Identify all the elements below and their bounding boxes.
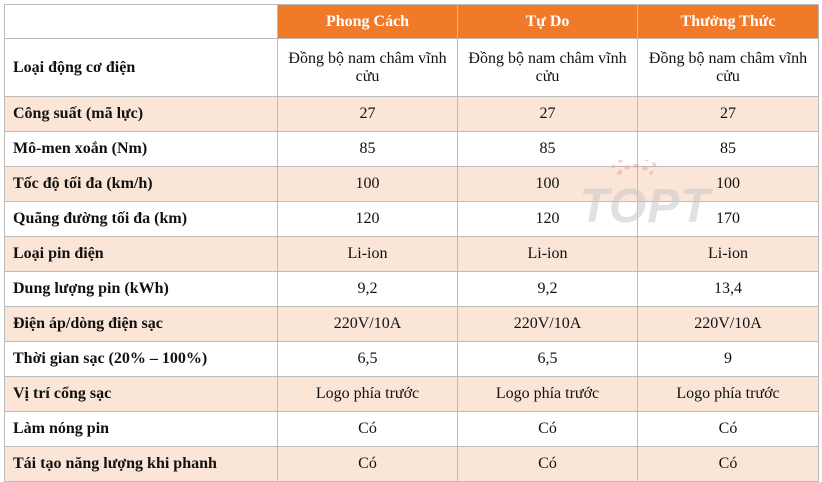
table-row [5,97,819,132]
cell-value: Li-ion [278,237,458,272]
cell-value: 220V/10A [458,307,638,342]
header-corner [5,5,278,39]
cell-value: 6,5 [458,342,638,377]
cell-value: 100 [458,167,638,202]
cell-value: 85 [278,132,458,167]
table-row [5,272,819,307]
cell-value: 120 [278,202,458,237]
cell-value: 9 [638,342,819,377]
cell-value: Đồng bộ nam châm vĩnh cửu [638,39,819,97]
cell-value: 85 [458,132,638,167]
header-thuong-thuc: Thưởng Thức [638,5,819,39]
row-label: Thời gian sạc (20% – 100%) [5,342,278,377]
cell-value: Logo phía trước [278,377,458,412]
table-row [5,132,819,167]
watermark-text: TOPT [579,180,711,232]
table-row [5,307,819,342]
row-label: Tốc độ tối đa (km/h) [5,167,278,202]
cell-value: Có [278,412,458,447]
cell-value: 13,4 [638,272,819,307]
cell-value: 220V/10A [638,307,819,342]
spec-comparison-table [4,4,819,482]
cell-value: Có [638,412,819,447]
header-row [5,5,819,39]
header-phong-cach: Phong Cách [278,5,458,39]
cell-value: Có [458,447,638,482]
cell-value: Có [458,412,638,447]
row-label: Công suất (mã lực) [5,97,278,132]
header-tu-do: Tự Do [458,5,638,39]
cell-value: Đồng bộ nam châm vĩnh cửu [458,39,638,97]
cell-value: 100 [638,167,819,202]
row-label: Mô-men xoắn (Nm) [5,132,278,167]
row-label: Làm nóng pin [5,412,278,447]
cell-value: 220V/10A [278,307,458,342]
cell-value: 85 [638,132,819,167]
table-row [5,167,819,202]
row-label: Dung lượng pin (kWh) [5,272,278,307]
cell-value: Đồng bộ nam châm vĩnh cửu [278,39,458,97]
row-label: Điện áp/dòng điện sạc [5,307,278,342]
table-row [5,412,819,447]
row-label: Loại pin điện [5,237,278,272]
cell-value: 170 [638,202,819,237]
row-label: Tái tạo năng lượng khi phanh [5,447,278,482]
cell-value: 9,2 [458,272,638,307]
row-label: Loại động cơ điện [5,39,278,97]
table-row [5,342,819,377]
cell-value: Logo phía trước [458,377,638,412]
cell-value: Li-ion [458,237,638,272]
cell-value: 120 [458,202,638,237]
cell-value: 27 [458,97,638,132]
cell-value: Li-ion [638,237,819,272]
cell-value: 100 [278,167,458,202]
cell-value: Logo phía trước [638,377,819,412]
cell-value: 27 [638,97,819,132]
cell-value: 6,5 [278,342,458,377]
table-row [5,377,819,412]
cell-value: 9,2 [278,272,458,307]
cell-value: Có [638,447,819,482]
row-label: Quãng đường tối đa (km) [5,202,278,237]
table-row [5,237,819,272]
cell-value: 27 [278,97,458,132]
table-row [5,39,819,97]
row-label: Vị trí cổng sạc [5,377,278,412]
cell-value: Có [278,447,458,482]
table-row [5,202,819,237]
table-row [5,447,819,482]
